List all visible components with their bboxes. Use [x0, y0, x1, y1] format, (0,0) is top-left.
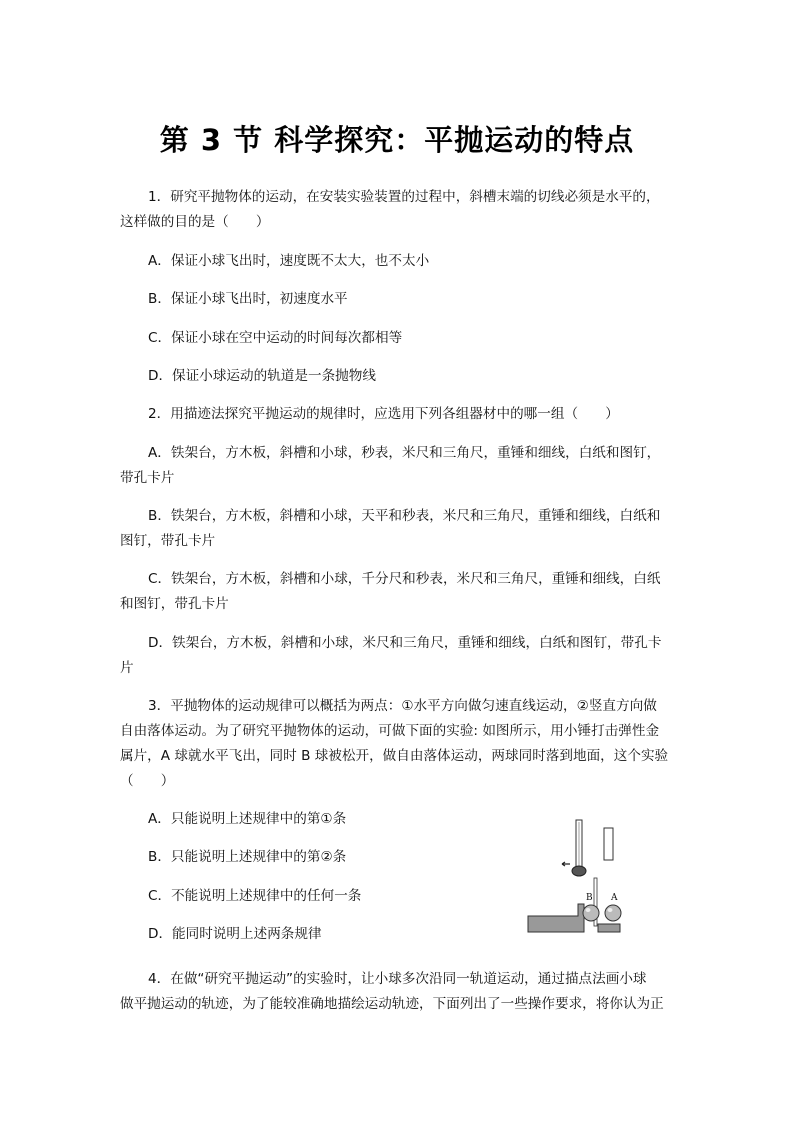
label-b: B	[586, 893, 593, 903]
arrow-icon	[562, 862, 570, 866]
q3-stem-line3: 属片，A 球就水平飞出，同时 B 球被松开，做自由落体运动，两球同时落到地面，这个实验	[120, 748, 669, 764]
q3-stem-line4: （ ）	[120, 773, 175, 789]
right-base	[598, 924, 620, 932]
q3-stem-line1: 3．平抛物体的运动规律可以概括为两点：①水平方向做匀速直线运动，②竖直方向做	[148, 698, 657, 714]
q3-option-d: D．能同时说明上述两条规律	[148, 926, 322, 942]
label-a: A	[611, 893, 618, 903]
q3-stem-line2: 自由落体运动。为了研究平抛物体的运动，可做下面的实验: 如图所示，用小锤打击弹性金	[120, 723, 660, 739]
platform	[528, 904, 584, 932]
q2-option-d-line2: 片	[120, 660, 134, 676]
q3-option-c: C．不能说明上述规律中的任何一条	[148, 888, 362, 904]
q3-option-b: B．只能说明上述规律中的第②条	[148, 849, 347, 865]
q2-option-b-line1: B．铁架台，方木板，斜槽和小球，天平和秒表，米尺和三角尺，重锤和细线，白纸和	[148, 508, 661, 524]
q2-option-a-line1: A．铁架台，方木板，斜槽和小球，秒表，米尺和三角尺，重锤和细线，白纸和图钉，	[148, 445, 661, 461]
hammer-head	[572, 866, 586, 876]
q1-stem-line2: 这样做的目的是（ ）	[120, 214, 270, 230]
q1-option-d: D．保证小球运动的轨道是一条抛物线	[148, 368, 376, 384]
ball-a	[605, 905, 621, 921]
q1-stem-line1: 1．研究平抛物体的运动，在安装实验装置的过程中，斜槽末端的切线必须是水平的，	[148, 189, 660, 205]
q4-stem-line1: 4．在做“研究平抛运动”的实验时，让小球多次沿同一轨道运动，通过描点法画小球	[148, 971, 647, 987]
q1-option-b: B．保证小球飞出时，初速度水平	[148, 291, 348, 307]
page-title: 第 3 节 科学探究：平抛运动的特点	[159, 123, 635, 157]
back-plate	[604, 828, 613, 860]
q1-option-c: C．保证小球在空中运动的时间每次都相等	[148, 330, 403, 346]
q2-option-c-line1: C．铁架台，方木板，斜槽和小球，千分尺和秒表，米尺和三角尺，重锤和细线，白纸	[148, 571, 661, 587]
q1-option-a: A．保证小球飞出时，速度既不太大，也不太小	[148, 253, 430, 269]
q2-option-c-line2: 和图钉，带孔卡片	[120, 596, 229, 612]
ball-b	[583, 905, 599, 921]
q2-option-b-line2: 图钉，带孔卡片	[120, 533, 216, 549]
q2-option-a-line2: 带孔卡片	[120, 470, 175, 486]
q2-option-d-line1: D．铁架台，方木板，斜槽和小球，米尺和三角尺，重锤和细线，白纸和图钉，带孔卡	[148, 635, 662, 651]
experiment-figure	[524, 816, 634, 934]
q2-stem: 2．用描迹法探究平抛运动的规律时，应选用下列各组器材中的哪一组（ ）	[148, 406, 619, 422]
q4-stem-line2: 做平抛运动的轨迹，为了能较准确地描绘运动轨迹，下面列出了一些操作要求，将你认为正	[120, 996, 664, 1012]
q3-option-a: A．只能说明上述规律中的第①条	[148, 811, 347, 827]
